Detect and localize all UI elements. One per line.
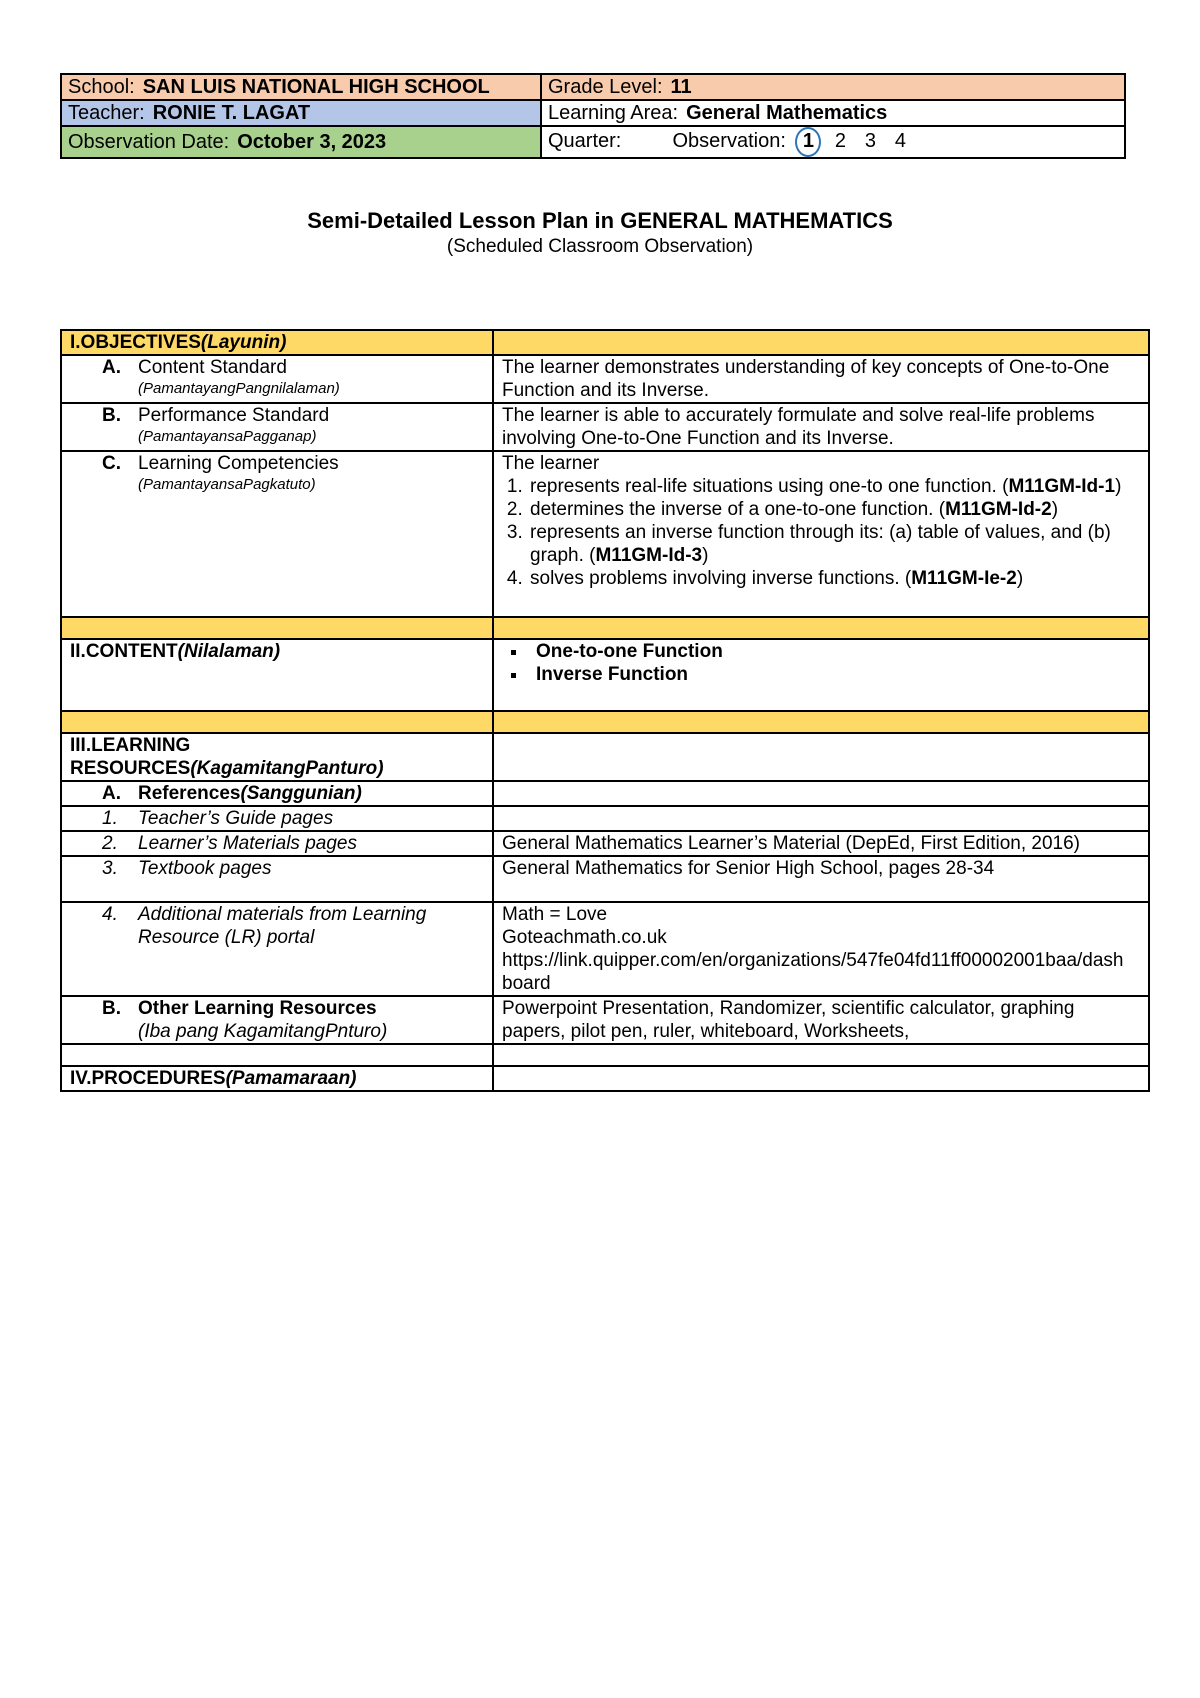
- competencies-intro: The learner: [502, 453, 600, 474]
- school-label: School:: [68, 76, 135, 98]
- other-resources-row: [61, 996, 1149, 1044]
- blank-row: [61, 1044, 1149, 1066]
- performance-standard-text: The learner is able to accurately formulate and solve real-life problems involving One-to-One Function and its Inverse.: [493, 403, 1149, 451]
- additional-materials-label-cell: 4. Additional materials from Learning Resource (LR) portal: [61, 902, 493, 996]
- learners-materials-text: General Mathematics Learner’s Material (DepEd, First Edition, 2016): [493, 831, 1149, 856]
- performance-standard-local: (PamantayansaPagganap): [138, 428, 317, 445]
- grade-cell: [541, 74, 1125, 100]
- teacher-name: RONIE T. LAGAT: [152, 102, 311, 124]
- content-list: [502, 640, 1140, 686]
- quarter-cell: [541, 126, 1125, 158]
- document-title: Semi-Detailed Lesson Plan in GENERAL MATHEMATICS: [307, 208, 893, 233]
- learning-resources-heading: III.LEARNING RESOURCES(KagamitangPanturo): [61, 733, 493, 781]
- content-standard-label-cell: A. Content Standard (PamantayangPangnilalaman): [61, 355, 493, 403]
- other-resources-label-cell: B. Other Learning Resources (Iba pang KagamitangPnturo): [61, 996, 493, 1044]
- textbook-label-cell: 3. Textbook pages: [61, 856, 493, 902]
- content-cell: [493, 639, 1149, 711]
- learning-area-cell: [541, 100, 1125, 126]
- additional-materials-cell: [493, 902, 1149, 996]
- observation-date-cell: [61, 126, 541, 158]
- content-item: ▪ One-to-one Function: [528, 640, 1140, 663]
- objectives-heading: I.OBJECTIVES(Layunin): [61, 330, 493, 355]
- observation-number-1: 1: [795, 127, 821, 157]
- lesson-plan-table: [60, 329, 1150, 1092]
- learning-competencies-cell: [493, 451, 1149, 617]
- teachers-guide-label-cell: 1. Teacher’s Guide pages: [61, 806, 493, 831]
- content-standard-label: Content Standard: [138, 357, 287, 378]
- textbook-text: General Mathematics for Senior High School, pages 28-34: [493, 856, 1149, 902]
- procedures-row: [61, 1066, 1149, 1091]
- additional-material-line: Goteachmath.co.uk: [502, 927, 667, 948]
- other-resources-text: Powerpoint Presentation, Randomizer, scientific calculator, graphing papers, pilot pen, ruler, whiteboard, Worksheets,: [493, 996, 1149, 1044]
- content-heading: II.CONTENT(Nilalaman): [61, 639, 493, 711]
- content-standard-row: [61, 355, 1149, 403]
- observation-date-label: Observation Date:: [68, 131, 230, 153]
- competency-item: 1. represents real-life situations using one-to one function. (M11GM-Id-1): [528, 475, 1140, 498]
- additional-material-line: board: [502, 973, 551, 994]
- competency-item: 2. determines the inverse of a one-to-one function. (M11GM-Id-2): [528, 498, 1140, 521]
- grade-label: Grade Level:: [548, 76, 663, 98]
- performance-standard-row: [61, 403, 1149, 451]
- teachers-guide-text: [493, 806, 1149, 831]
- content-standard-local: (PamantayangPangnilalaman): [138, 380, 340, 397]
- teachers-guide-row: [61, 806, 1149, 831]
- procedures-heading: IV.PROCEDURES(Pamamaraan): [61, 1066, 493, 1091]
- learners-materials-label-cell: 2. Learner’s Materials pages: [61, 831, 493, 856]
- school-name: SAN LUIS NATIONAL HIGH SCHOOL: [142, 76, 490, 98]
- learning-resources-row: [61, 733, 1149, 781]
- teacher-label: Teacher:: [68, 102, 145, 124]
- additional-material-link: https://link.quipper.com/en/organizations/547fe04fd11ff00002001baa/dash: [502, 950, 1124, 971]
- other-resources-local: (Iba pang KagamitangPnturo): [138, 1021, 388, 1042]
- observation-label: Observation:: [672, 130, 786, 152]
- objectives-header-row: [61, 330, 1149, 355]
- header-info-table: [60, 73, 1126, 159]
- grade-value: 11: [670, 76, 692, 98]
- competencies-list: [502, 475, 1140, 590]
- learning-competencies-label-cell: C. Learning Competencies (PamantayansaPagkatuto): [61, 451, 493, 617]
- other-resources-label: Other Learning Resources: [138, 998, 377, 1019]
- learners-materials-row: [61, 831, 1149, 856]
- observation-date-value: October 3, 2023: [237, 131, 387, 153]
- learning-competencies-row: [61, 451, 1149, 617]
- observation-number-3: 3: [864, 130, 876, 152]
- observation-number-2: 2: [834, 130, 846, 152]
- performance-standard-label: Performance Standard: [138, 405, 330, 426]
- learning-area-label: Learning Area:: [548, 102, 679, 124]
- spacer-row: [61, 617, 1149, 639]
- content-standard-text: The learner demonstrates understanding of key concepts of One-to-One Function and its Inverse.: [493, 355, 1149, 403]
- references-label: References: [138, 783, 241, 804]
- teacher-cell: [61, 100, 541, 126]
- competency-item: 4. solves problems involving inverse functions. (M11GM-Ie-2): [528, 567, 1140, 590]
- references-label-cell: A. References(Sanggunian): [61, 781, 493, 806]
- content-item: ▪ Inverse Function: [528, 663, 1140, 686]
- additional-materials-row: [61, 902, 1149, 996]
- content-row: [61, 639, 1149, 711]
- learning-competencies-local: (PamantayansaPagkatuto): [138, 476, 316, 493]
- performance-standard-label-cell: B. Performance Standard (PamantayansaPagganap): [61, 403, 493, 451]
- quarter-label: Quarter:: [548, 130, 622, 152]
- textbook-row: [61, 856, 1149, 902]
- spacer-row: [61, 711, 1149, 733]
- observation-number-4: 4: [894, 130, 906, 152]
- learning-area-value: General Mathematics: [686, 102, 888, 124]
- references-row: [61, 781, 1149, 806]
- document-subtitle: (Scheduled Classroom Observation): [446, 236, 754, 257]
- additional-material-line: Math = Love: [502, 904, 608, 925]
- learning-competencies-label: Learning Competencies: [138, 453, 339, 474]
- competency-item: 3. represents an inverse function through its: (a) table of values, and (b) graph. (M11GM-Id-3): [528, 521, 1140, 567]
- school-cell: [61, 74, 541, 100]
